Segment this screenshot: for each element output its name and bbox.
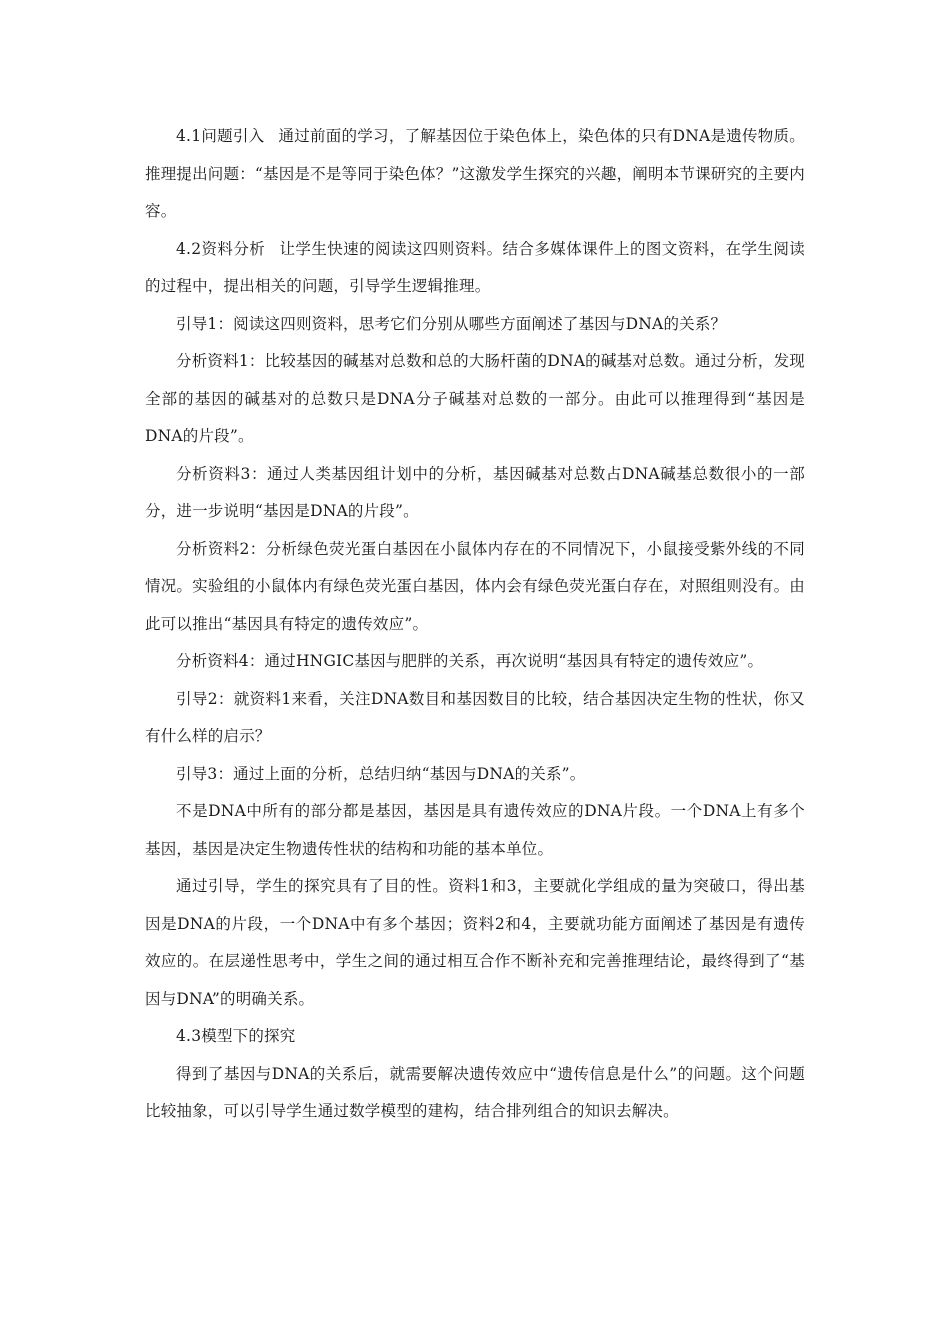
section-lead-4-1: 4.1问题引入 [176,127,265,145]
paragraph-summary: 通过引导，学生的探究具有了目的性。资料1和3，主要就化学组成的量为突破口，得出基因是DNA的片段，一个DNA中有多个基因；资料2和4，主要就功能方面阐述了基因是有遗传效应的。在层递性思考中，学生之间的通过相互合作不断补充和完善推理结论，最终得到了“基因与DNA”的明确关系。 [145,877,805,1008]
paragraph-guide-2: 引导2：就资料1来看，关注DNA数目和基因数目的比较，结合基因决定生物的性状，你又有什么样的启示？ [145,689,805,745]
paragraph-model-exploration: 得到了基因与DNA的关系后，就需要解决遗传效应中“遗传信息是什么”的问题。这个问题比较抽象，可以引导学生通过数学模型的建构，结合排列组合的知识去解决。 [145,1064,805,1120]
paragraph-problem-intro [145,118,805,231]
paragraph-analysis-4: 分析资料4：通过HNGIC基因与肥胖的关系，再次说明“基因具有特定的遗传效应”。 [176,652,764,670]
document-body [145,118,805,1131]
paragraph-material-analysis [145,231,805,306]
paragraph-guide-1: 引导1：阅读这四则资料，思考它们分别从哪些方面阐述了基因与DNA的关系？ [176,314,727,333]
paragraph-analysis-2: 分析资料2：分析绿色荧光蛋白基因在小鼠体内存在的不同情况下，小鼠接受紫外线的不同情况。实验组的小鼠体内有绿色荧光蛋白基因，体内会有绿色荧光蛋白存在，对照组则没有。由此可以推出“基因具有特定的遗传效应”。 [145,539,805,633]
paragraph-text: 让学生快速的阅读这四则资料。结合多媒体课件上的图文资料，在学生阅读的过程中，提出相关的问题，引导学生逻辑推理。 [145,239,805,295]
paragraph-guide-3: 引导3：通过上面的分析，总结归纳“基因与DNA的关系”。 [176,764,586,783]
paragraph-conclusion: 不是DNA中所有的部分都是基因，基因是具有遗传效应的DNA片段。一个DNA上有多个基因，基因是决定生物遗传性状的结构和功能的基本单位。 [145,802,805,858]
paragraph-text: 通过前面的学习，了解基因位于染色体上，染色体的只有DNA是遗传物质。推理提出问题：“基因是不是等同于染色体？”这激发学生探究的兴趣，阐明本节课研究的主要内容。 [145,127,805,220]
paragraph-analysis-3: 分析资料3：通过人类基因组计划中的分析，基因碱基对总数占DNA碱基总数很小的一部分，进一步说明“基因是DNA的片段”。 [145,464,805,520]
section-heading-4-3: 4.3模型下的探究 [176,1027,296,1045]
section-lead-4-2: 4.2资料分析 [176,239,266,258]
paragraph-analysis-1: 分析资料1：比较基因的碱基对总数和总的大肠杆菌的DNA的碱基对总数。通过分析，发现全部的基因的碱基对的总数只是DNA分子碱基对总数的一部分。由此可以推理得到“基因是DNA的片段”。 [145,352,805,445]
